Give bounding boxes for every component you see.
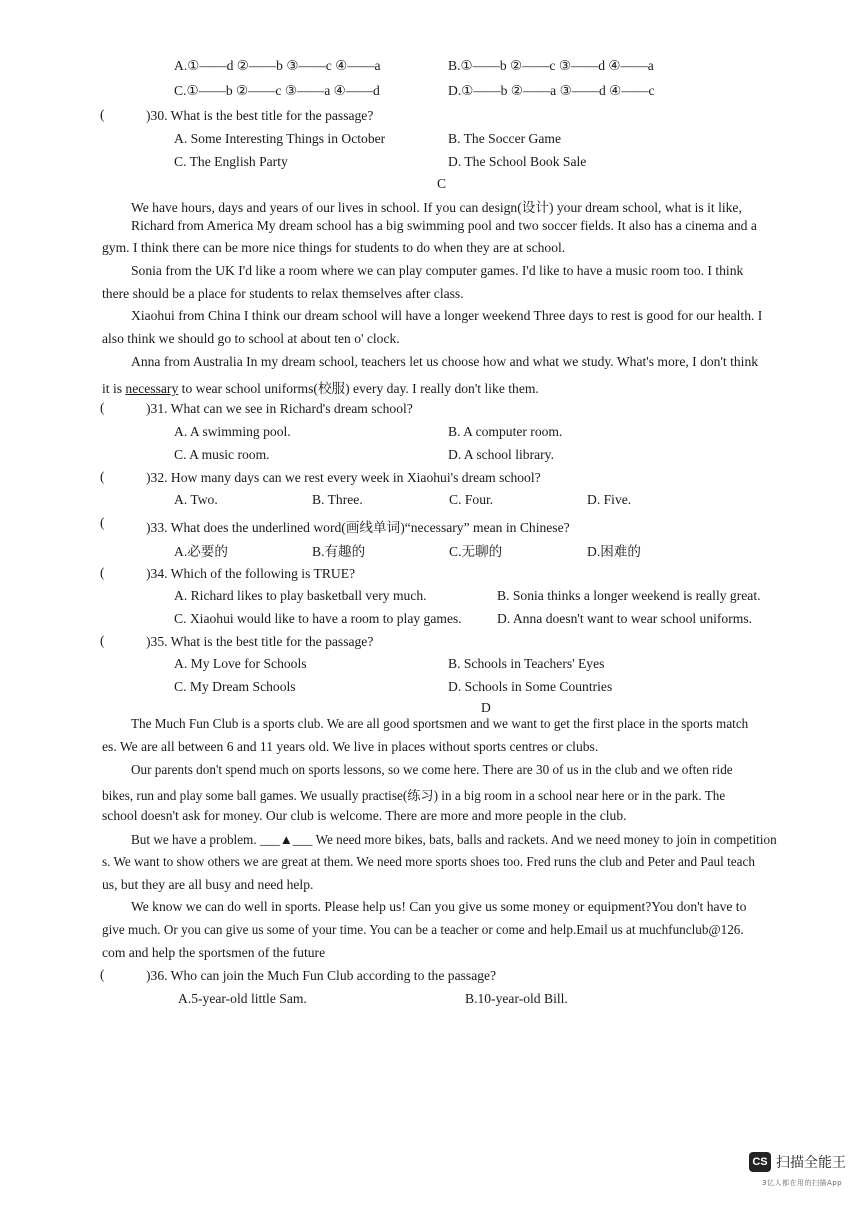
q33-option-b: B.有趣的 [312, 544, 366, 559]
q31-bracket: ( [100, 400, 105, 415]
passage-d-line: com and help the sportsmen of the future [102, 945, 326, 960]
q34-bracket: ( [100, 565, 105, 580]
passage-d-line: We know we can do well in sports. Please help us! Can you give us some money or equipment?You don't have to [131, 899, 747, 914]
passage-c-line: also think we should go to school at about ten o' clock. [102, 331, 400, 346]
passage-d-line: give much. Or you can give us some of your time. You can be a teacher or come and help.Email us at muchfunclub@126. [102, 922, 744, 937]
q31-question: )31. What can we see in Richard's dream school? [146, 401, 413, 416]
q30-option-b: B. The Soccer Game [448, 131, 561, 146]
q33-bracket: ( [100, 515, 105, 530]
q35-question: )35. What is the best title for the passage? [146, 634, 374, 649]
q35-option-a: A. My Love for Schools [174, 656, 307, 671]
q30-option-d: D. The School Book Sale [448, 154, 587, 169]
passage-c-line: Anna from Australia In my dream school, teachers let us choose how and what we study. What's more, I don't think [131, 354, 759, 369]
q31-option-b: B. A computer room. [448, 424, 563, 439]
text-segment: to wear school uniforms(校服) every day. I really don't like them. [178, 381, 539, 396]
q30-option-c: C. The English Party [174, 154, 288, 169]
q32-option-c: C. Four. [449, 492, 494, 507]
q33-option-d: D.困难的 [587, 544, 641, 559]
q36-bracket: ( [100, 967, 105, 982]
q29-option-d: D.①——b ②——a ③——d ④——c [448, 83, 655, 98]
q29-option-c: C.①——b ②——c ③——a ④——d [174, 83, 380, 98]
text-segment: it is [102, 381, 126, 396]
q32-option-d: D. Five. [587, 492, 632, 507]
q34-option-b: B. Sonia thinks a longer weekend is really great. [497, 588, 761, 603]
q29-option-b: B.①——b ②——c ③——d ④——a [448, 58, 654, 73]
passage-d-line: es. We are all between 6 and 11 years old. We live in places without sports centres or clubs. [102, 739, 599, 754]
q31-option-d: D. A school library. [448, 447, 554, 462]
passage-d-line: school doesn't ask for money. Our club is welcome. There are more and more people in the club. [102, 808, 627, 823]
q34-option-d: D. Anna doesn't want to wear school uniforms. [497, 611, 753, 626]
passage-c-line: Xiaohui from China I think our dream school will have a longer weekend Three days to rest is good for our health. I [131, 308, 763, 323]
passage-d-line: The Much Fun Club is a sports club. We are all good sportsmen and we want to get the first place in the sports match [131, 716, 749, 731]
q35-option-c: C. My Dream Schools [174, 679, 296, 694]
q33-option-c: C.无聊的 [449, 544, 503, 559]
q33-question: )33. What does the underlined word(画线单词)“necessary” mean in Chinese? [146, 520, 570, 535]
passage-c-line: gym. I think there can be more nice things for students to do when they are at school. [102, 240, 566, 255]
q36-option-a: A.5-year-old little Sam. [178, 991, 307, 1006]
camscanner-tagline: 3亿人都在用的扫描App [762, 1179, 843, 1187]
passage-d-heading: D [481, 700, 491, 715]
q33-option-a: A.必要的 [174, 544, 228, 559]
q36-option-b: B.10-year-old Bill. [465, 991, 568, 1006]
passage-c-heading: C [437, 176, 447, 191]
q29-option-a: A.①——d ②——b ③——c ④——a [174, 58, 381, 73]
passage-d-line: bikes, run and play some ball games. We usually practise(练习) in a big room in a school near here or in the park. The [102, 788, 726, 803]
q30-option-a: A. Some Interesting Things in October [174, 131, 386, 146]
underlined-word: necessary [125, 381, 179, 396]
q34-question: )34. Which of the following is TRUE? [146, 566, 356, 581]
passage-d-line: Our parents don't spend much on sports lessons, so we come here. There are 30 of us in the club and we often ride [131, 762, 733, 777]
camscanner-logo-icon: CS [749, 1152, 771, 1172]
q32-question: )32. How many days can we rest every week in Xiaohui's dream school? [146, 470, 541, 485]
q32-bracket: ( [100, 469, 105, 484]
passage-c-line: We have hours, days and years of our lives in school. If you can design(设计) your dream school, what is it like, [131, 200, 742, 215]
q31-option-a: A. A swimming pool. [174, 424, 291, 439]
q34-option-a: A. Richard likes to play basketball very much. [174, 588, 427, 603]
passage-c-line: Richard from America My dream school has a big swimming pool and two soccer fields. It also has a cinema and a [131, 218, 757, 233]
q34-option-c: C. Xiaohui would like to have a room to play games. [174, 611, 462, 626]
passage-c-last-line [102, 377, 539, 397]
passage-d-line: us, but they are all busy and need help. [102, 877, 314, 892]
passage-c-line: there should be a place for students to relax themselves after class. [102, 286, 464, 301]
q35-option-d: D. Schools in Some Countries [448, 679, 613, 694]
q32-option-b: B. Three. [312, 492, 363, 507]
camscanner-name: 扫描全能王 [776, 1155, 846, 1171]
passage-c-line: Sonia from the UK I'd like a room where we can play computer games. I'd like to have a music room too. I think [131, 263, 744, 278]
q35-option-b: B. Schools in Teachers' Eyes [448, 656, 605, 671]
q30-bracket: ( [100, 107, 105, 122]
q35-bracket: ( [100, 633, 105, 648]
q32-option-a: A. Two. [174, 492, 218, 507]
passage-d-line: But we have a problem. ___▲___ We need more bikes, bats, balls and rackets. And we need money to join in competition [131, 832, 777, 847]
q36-question: )36. Who can join the Much Fun Club according to the passage? [146, 968, 497, 983]
q31-option-c: C. A music room. [174, 447, 270, 462]
passage-d-line: s. We want to show others we are great at them. We need more sports shoes too. Fred runs the club and Peter and Paul teach [102, 854, 755, 869]
q30-question: )30. What is the best title for the passage? [146, 108, 374, 123]
